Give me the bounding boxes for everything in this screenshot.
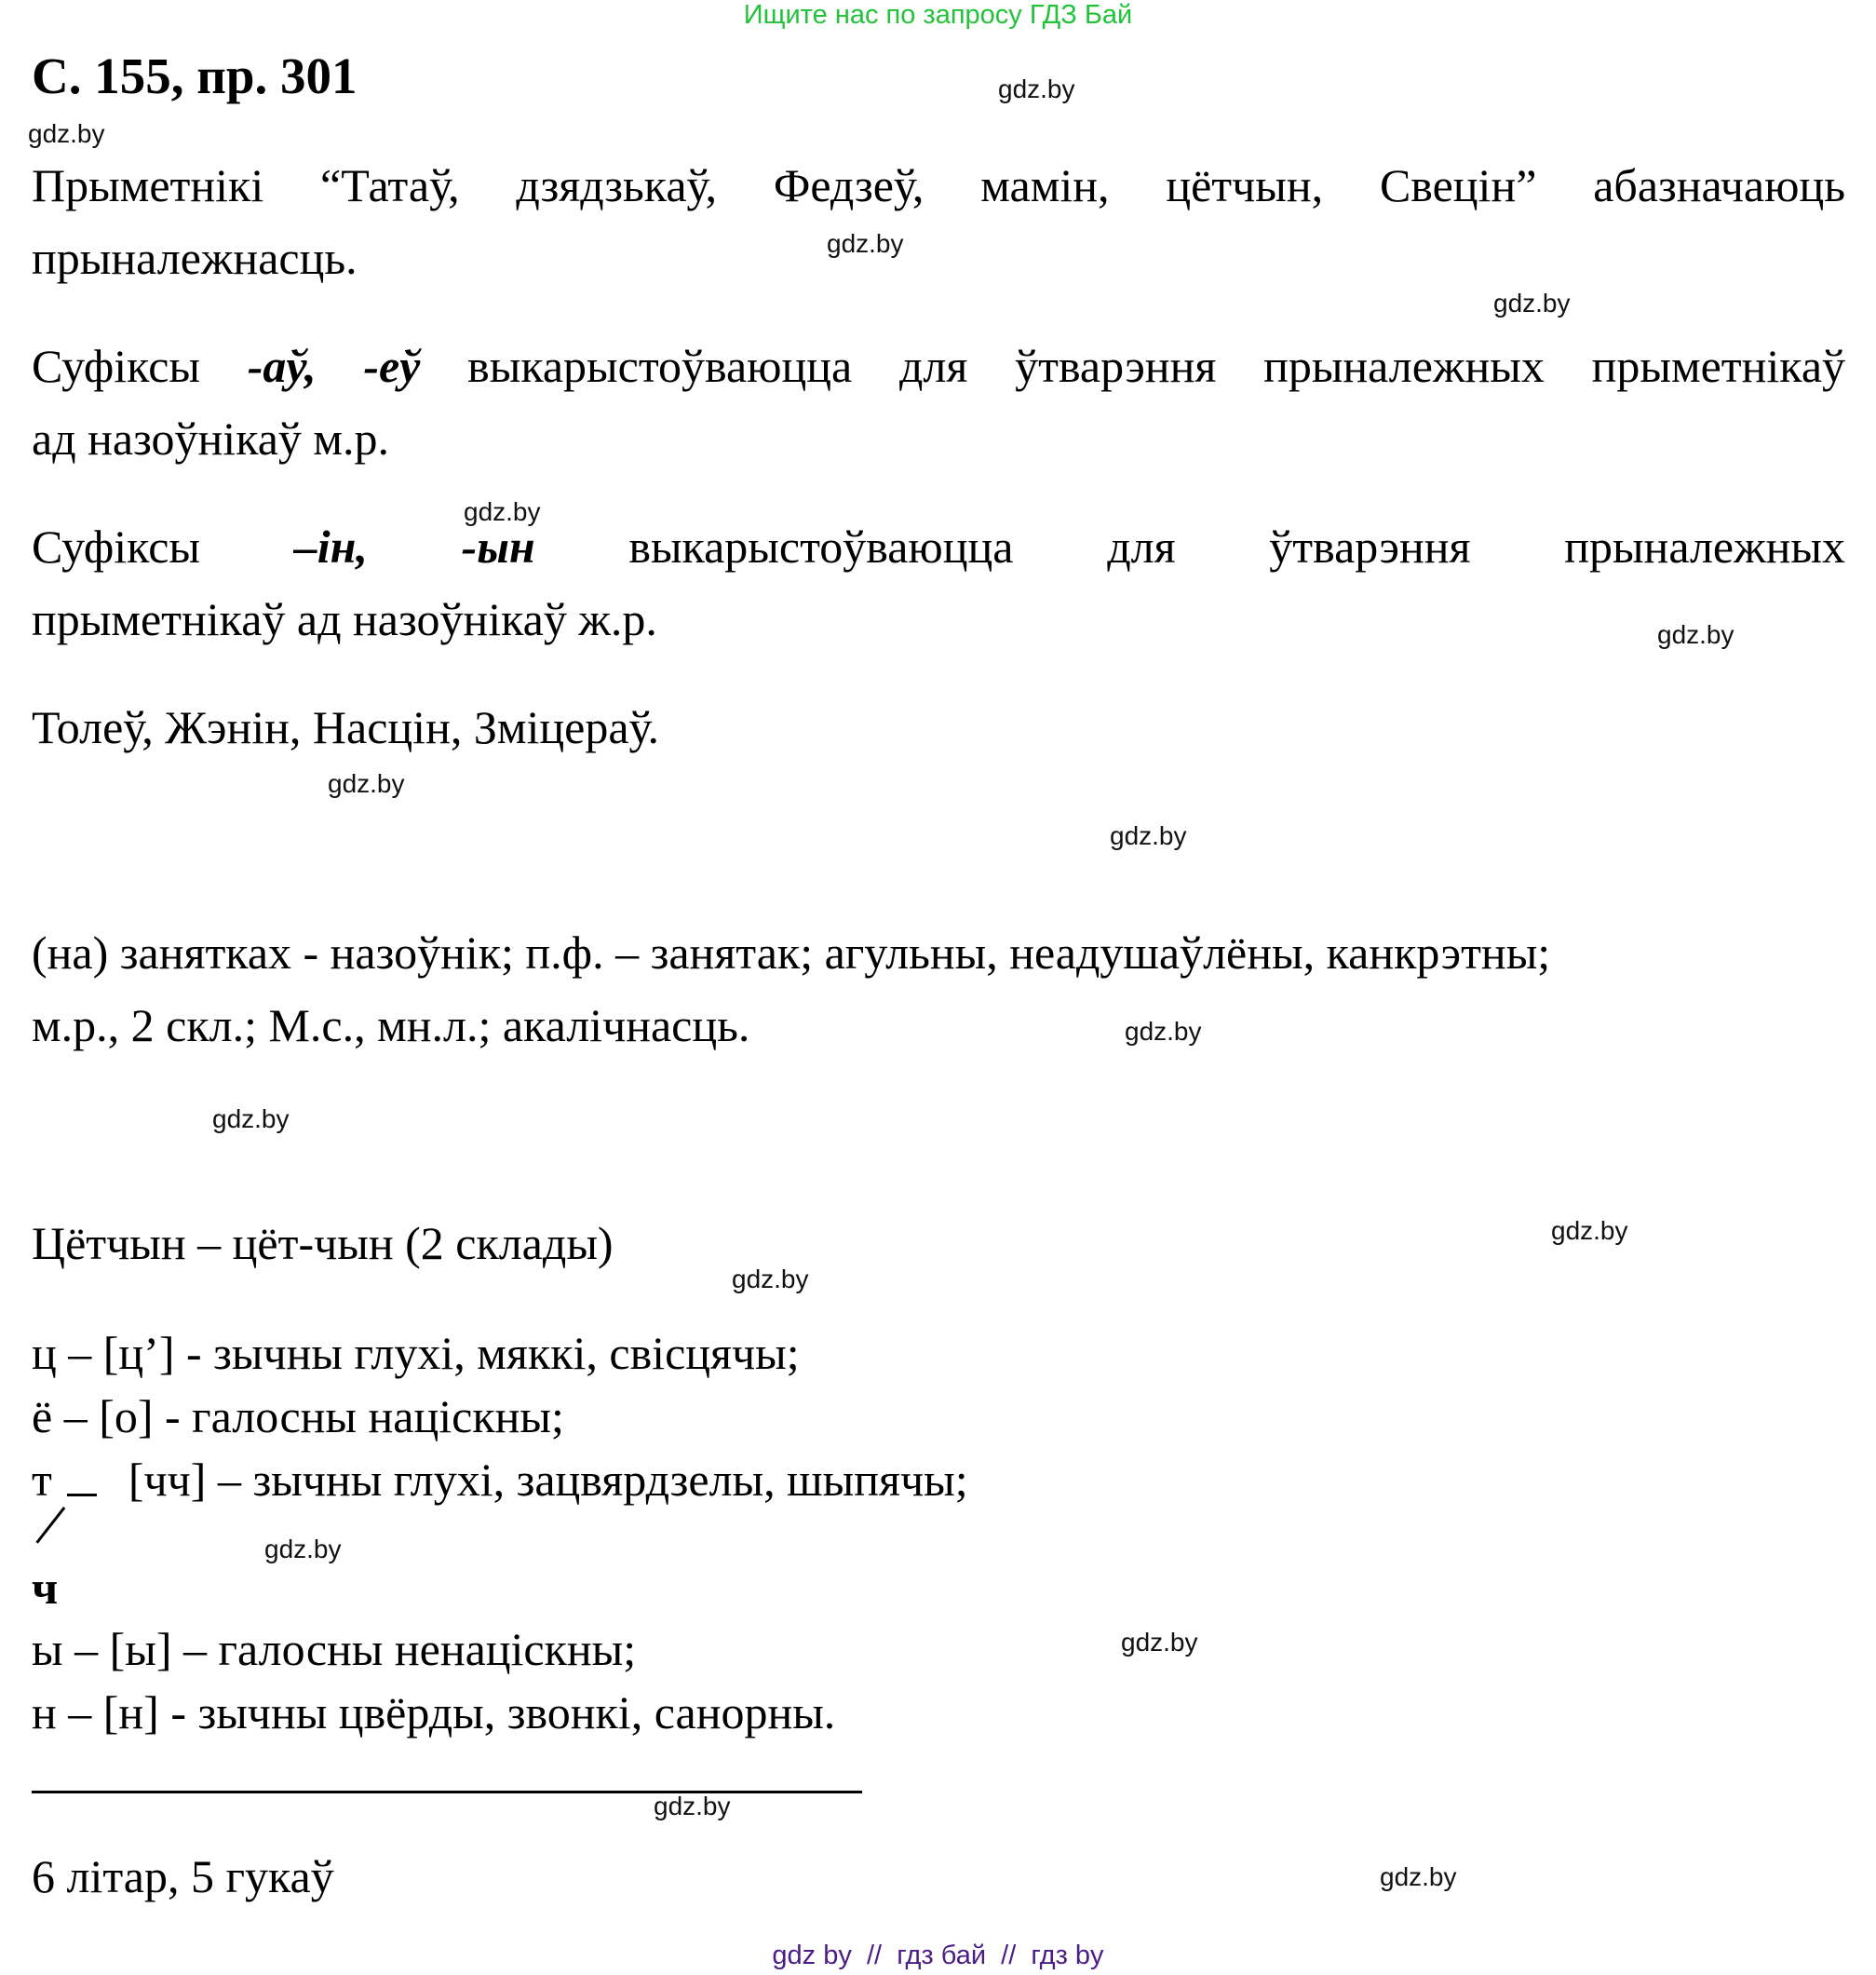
bottom-banner[interactable]: gdz by // гдз бай // гдз by bbox=[772, 1941, 1104, 1970]
paragraph-3-word: для bbox=[1107, 521, 1176, 573]
phonetic-line-n: н – [н] - зычны цвёрды, звонкі, санорны. bbox=[32, 1686, 836, 1738]
paragraph-2-lead: Суфіксы bbox=[32, 340, 248, 392]
watermark: gdz.by bbox=[264, 1535, 342, 1563]
watermark: gdz.by bbox=[212, 1104, 290, 1133]
horizontal-rule bbox=[32, 1791, 862, 1793]
letter-sound-summary: 6 літар, 5 гукаў bbox=[32, 1850, 334, 1902]
watermark: gdz.by bbox=[732, 1265, 809, 1293]
watermark: gdz.by bbox=[328, 769, 405, 798]
watermark: gdz.by bbox=[1121, 1628, 1198, 1657]
watermark: gdz.by bbox=[28, 119, 105, 148]
watermark: gdz.by bbox=[1657, 620, 1734, 649]
paragraph-2-line-2: ад назоўнікаў м.р. bbox=[32, 413, 390, 465]
paragraph-5-line-2: м.р., 2 скл.; М.с., мн.л.; акалічнасць. bbox=[32, 999, 750, 1051]
paragraph-1-line-2: прыналежнасць. bbox=[32, 232, 358, 284]
phonetic-line-y: ы – [ы] – галосны ненаціскны; bbox=[32, 1623, 637, 1675]
paragraph-2-line-1 bbox=[32, 330, 1845, 402]
paragraph-2-rest: выкарыстоўваюцца для ўтварэння прыналежных прыметнікаў bbox=[420, 340, 1846, 392]
phonetic-line-ch: ч bbox=[32, 1562, 59, 1614]
page-title: С. 155, пр. 301 bbox=[32, 47, 358, 104]
phonetic-t-rest: [чч] – зычны глухі, зацвярдзелы, шыпячы; bbox=[128, 1454, 968, 1506]
watermark: gdz.by bbox=[1551, 1216, 1628, 1245]
paragraph-3-lead: Суфіксы bbox=[32, 521, 200, 573]
watermark: gdz.by bbox=[464, 497, 541, 526]
phonetic-t-letter: т bbox=[32, 1454, 52, 1506]
paragraph-3-word: выкарыстоўваюцца bbox=[628, 521, 1014, 573]
suffix-yn: -ын bbox=[461, 521, 535, 573]
dash-mark bbox=[67, 1494, 97, 1496]
watermark: gdz.by bbox=[1125, 1017, 1202, 1046]
paragraph-3-word: ўтварэння bbox=[1269, 521, 1471, 573]
watermark: gdz.by bbox=[1380, 1862, 1457, 1891]
watermark: gdz.by bbox=[1493, 289, 1571, 318]
phonetic-line-ts: ц – [ц’] - зычны глухі, мяккі, свісцячы; bbox=[32, 1327, 800, 1379]
watermark: gdz.by bbox=[827, 229, 904, 258]
paragraph-4: Толеў, Жэнін, Насцін, Зміцераў. bbox=[32, 701, 660, 753]
paragraph-1-line-1: Прыметнікі “Татаў, дзядзькаў, Федзеў, мамін, цётчын, Свецін” абазначаюць bbox=[32, 159, 1845, 211]
phonetic-line-yo: ё – [о] - галосны націскны; bbox=[32, 1390, 564, 1442]
watermark: gdz.by bbox=[998, 74, 1075, 103]
top-banner[interactable]: Ищите нас по запросу ГДЗ Бай bbox=[743, 0, 1133, 30]
paragraph-3-line-2: прыметнікаў ад назоўнікаў ж.р. bbox=[32, 593, 657, 645]
paragraph-3-line-1 bbox=[32, 510, 1845, 583]
suffix-in: –ін, bbox=[293, 521, 368, 573]
watermark: gdz.by bbox=[654, 1792, 731, 1820]
paragraph-3-word: прыналежных bbox=[1564, 521, 1845, 573]
phonetic-line-t bbox=[32, 1447, 968, 1512]
syllable-division: Цётчын – цёт-чын (2 склады) bbox=[32, 1217, 614, 1269]
suffixes-masculine: -аў, -еў bbox=[247, 340, 421, 392]
paragraph-5-line-1: (на) занятках - назоўнік; п.ф. – занятак; агульны, неадушаўлёны, канкрэтны; bbox=[32, 927, 1551, 979]
watermark: gdz.by bbox=[1110, 821, 1187, 850]
